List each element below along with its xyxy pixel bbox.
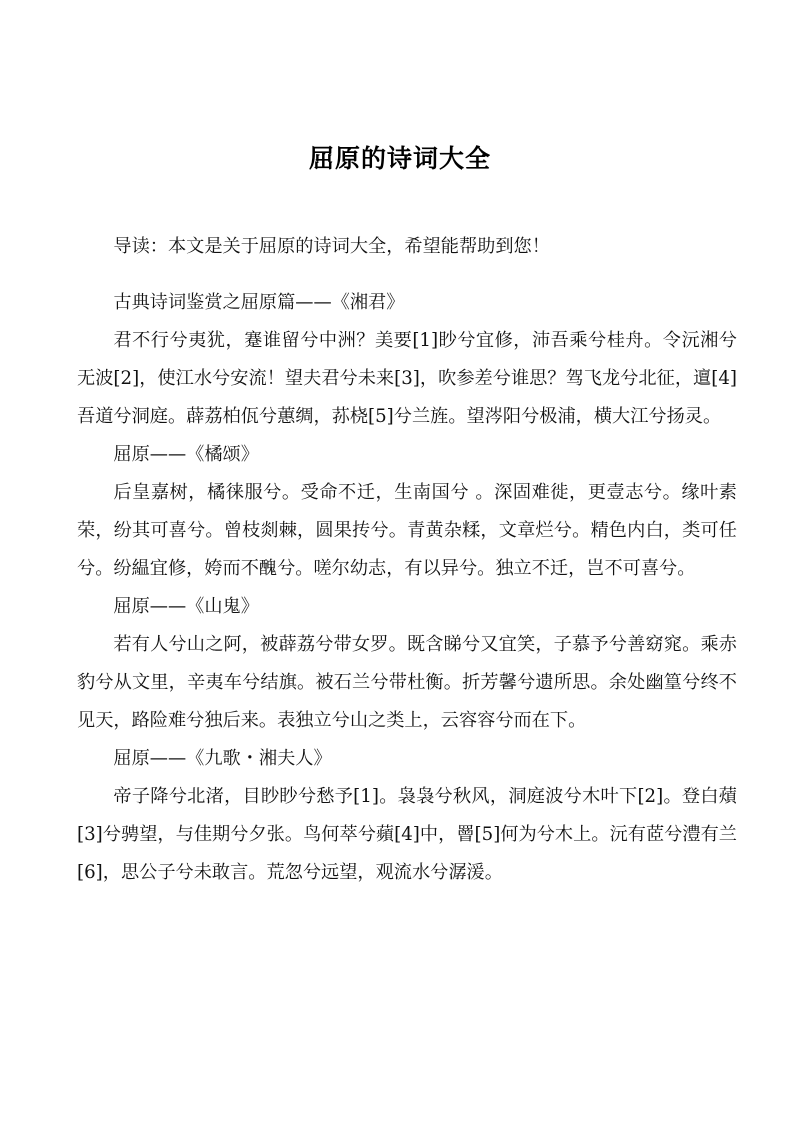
document-title: 屈原的诗词大全 bbox=[308, 144, 491, 173]
document-body bbox=[77, 228, 737, 892]
intro-paragraph: 导读：本文是关于屈原的诗词大全，希望能帮助到您！ bbox=[113, 236, 550, 257]
poem-text-xiangjun: 君不行兮夷犹，蹇谁留兮中洲？美要[1]眇兮宜修，沛吾乘兮桂舟。令沅湘兮无波[2]，使江水兮安流！望夫君兮未来[3]，吹参差兮谁思？驾飞龙兮北征，邅[4]吾道兮洞庭。薜荔柏佤兮蕙绸，荪桡[5]兮兰旌。望涔阳兮极浦，横大江兮扬灵。 bbox=[77, 330, 737, 427]
poem-text-jusong: 后皇嘉树，橘徕服兮。受命不迁，生南国兮 。深固难徙，更壹志兮。缘叶素荣，纷其可喜兮。曾枝剡棘，圆果抟兮。青黄杂糅，文章烂兮。精色内白，类可任兮。纷緼宜修，姱而不醜兮。嗟尔幼志，有以异兮。独立不迁，岂不可喜兮。 bbox=[77, 482, 737, 579]
section-heading-jusong: 屈原——《橘颂》 bbox=[113, 444, 259, 465]
section-heading-shangui: 屈原——《山鬼》 bbox=[113, 596, 259, 617]
poem-text-shangui: 若有人兮山之阿，被薜荔兮带女罗。既含睇兮又宜笑，子慕予兮善窈窕。乘赤豹兮从文里，辛夷车兮结旗。被石兰兮带杜衡。折芳馨兮遗所思。余处幽篁兮终不见天，路险难兮独后来。表独立兮山之类上，云容容兮而在下。 bbox=[77, 634, 737, 731]
section-heading-xiangjun: 古典诗词鉴赏之屈原篇——《湘君》 bbox=[113, 292, 405, 313]
poem-text-xiangfuren: 帝子降兮北渚，目眇眇兮愁予[1]。袅袅兮秋风，洞庭波兮木叶下[2]。登白薠[3]兮骋望，与佳期兮夕张。鸟何萃兮蘋[4]中，罾[5]何为兮木上。沅有茝兮澧有兰[6]，思公子兮未敢言。荒忽兮远望，观流水兮潺湲。 bbox=[77, 786, 737, 883]
section-heading-xiangfuren: 屈原——《九歌・湘夫人》 bbox=[113, 748, 332, 769]
